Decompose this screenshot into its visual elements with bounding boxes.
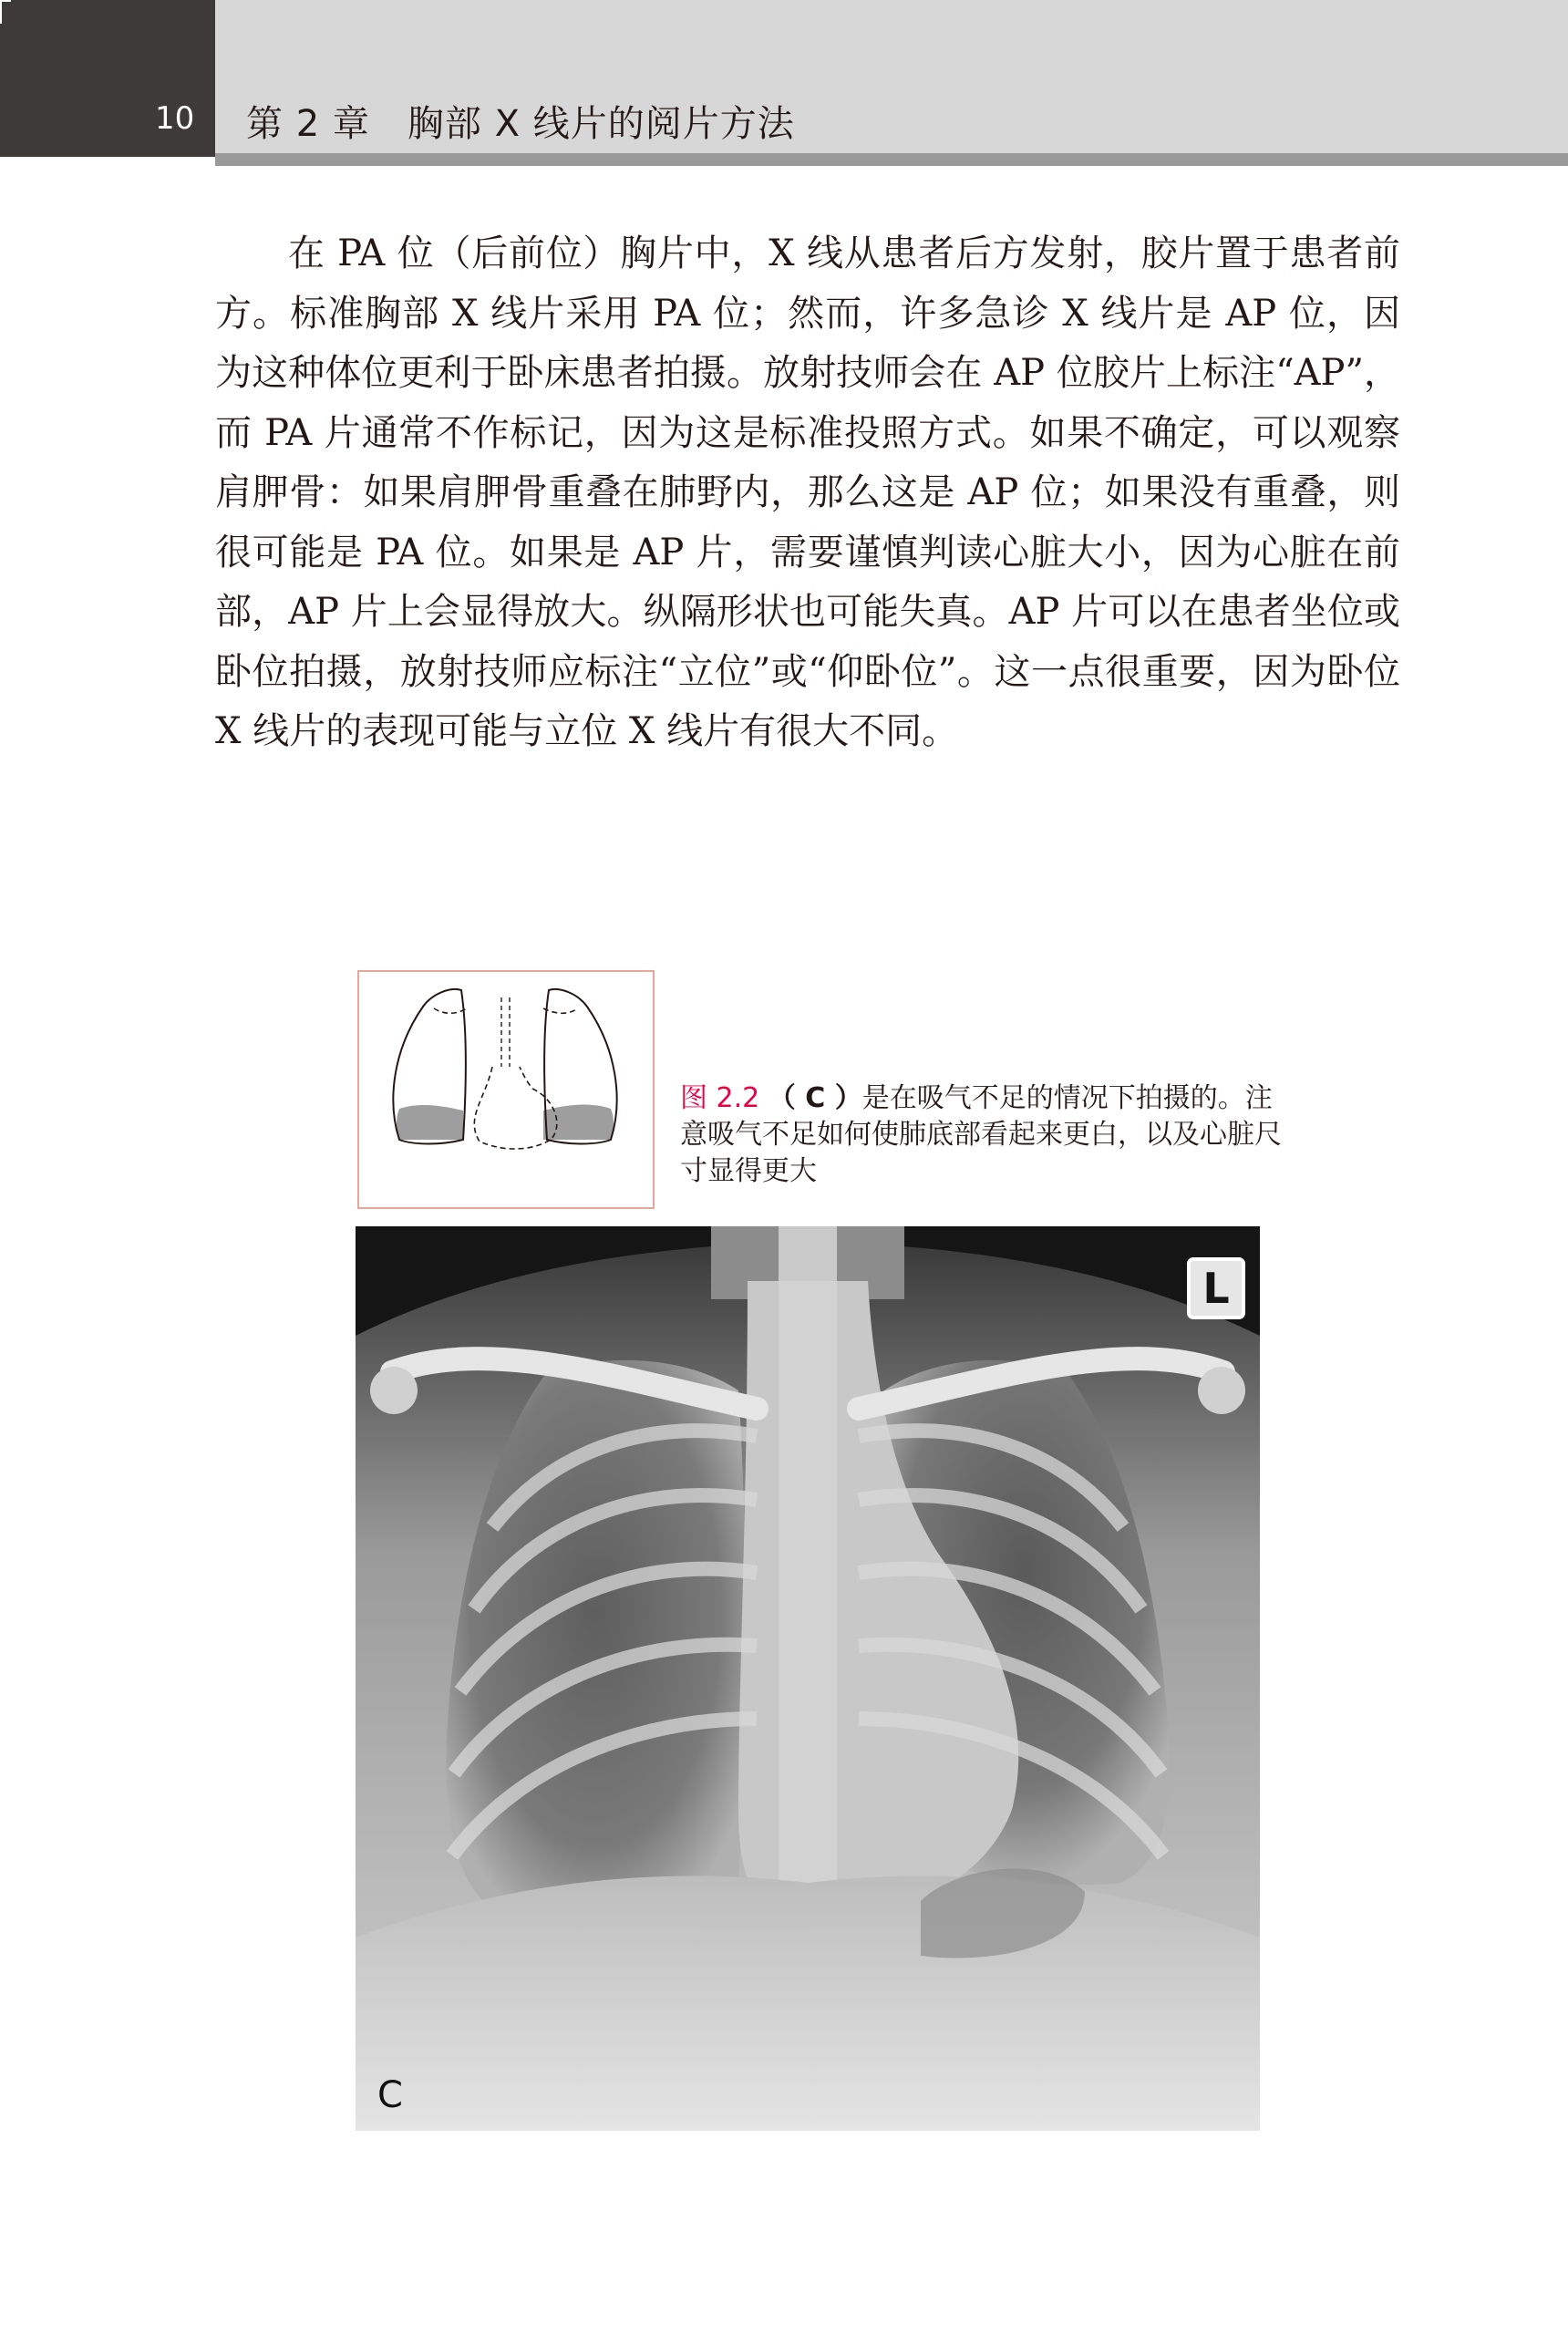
caption-panel-ref: （ C ） <box>768 1082 862 1114</box>
figure-number: 图 2.2 <box>680 1082 760 1114</box>
figure-caption <box>680 1080 1282 1190</box>
side-marker-l: L <box>1187 1257 1245 1319</box>
running-title: 第 2 章 胸部 X 线片的阅片方法 <box>246 103 795 145</box>
body-paragraph: 在 PA 位（后前位）胸片中，X 线从患者后方发射，胶片置于患者前方。标准胸部 X 线片采用 PA 位；然而，许多急诊 X 线片是 AP 位，因为这种体位更利于卧床患者拍摄。放射技师会在 AP 位胶片上标注“AP”，而 PA 片通常不作标记，因为这是标准投照方式。如果不确定，可以观察肩胛骨：如果肩胛骨重叠在肺野内，那么这是 AP 位；如果没有重叠，则很可能是 PA 位。如果是 AP 片，需要谨慎判读心脏大小，因为心脏在前部，AP 片上会显得放大。纵隔形状也可能失真。AP 片可以在患者坐位或卧位拍摄，放射技师应标注“立位”或“仰卧位”。这一点很重要，因为卧位 X 线片的表现可能与立位 X 线片有很大不同。 <box>215 232 1400 752</box>
page-number-tab <box>0 0 215 157</box>
radiograph-rendering <box>356 1226 1260 2131</box>
panel-letter: C <box>377 2074 403 2116</box>
chest-schematic-diagram <box>357 970 655 1209</box>
header-rule <box>215 153 1568 166</box>
crop-mark <box>0 0 11 24</box>
lung-outline-diagram <box>359 972 653 1207</box>
page-number: 10 <box>155 100 195 137</box>
caption-text: 是在吸气不足的情况下拍摄的。注意吸气不足如何使肺底部看起来更白，以及心脏尺寸显得更大 <box>680 1082 1282 1187</box>
chest-radiograph-image <box>356 1226 1260 2131</box>
